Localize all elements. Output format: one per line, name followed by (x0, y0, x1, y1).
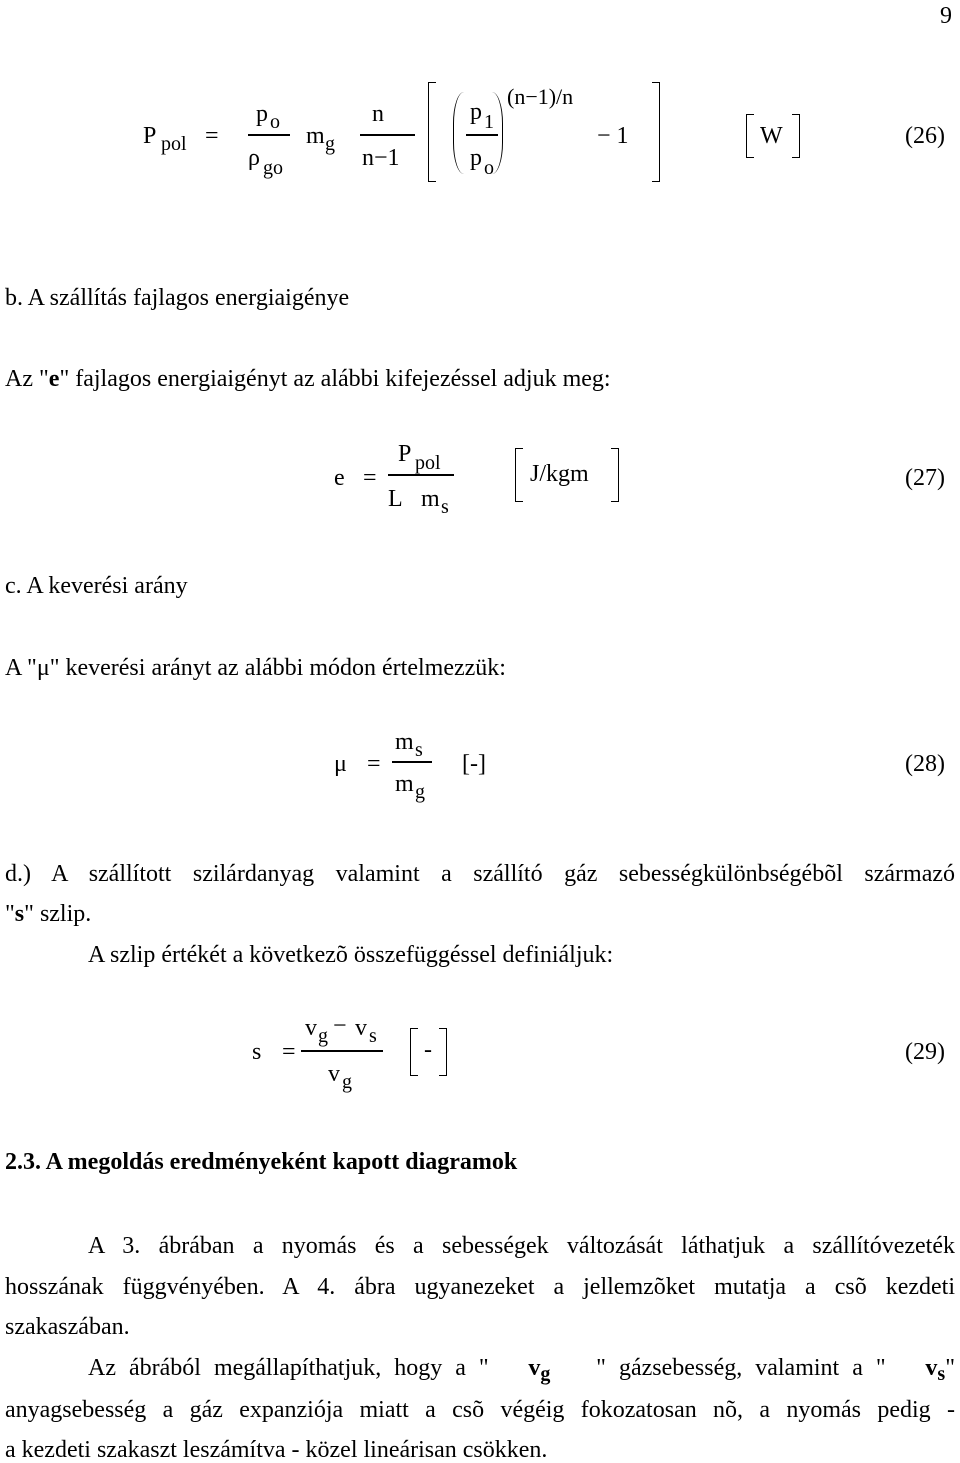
eq26-num-p: p (256, 101, 268, 127)
eq28-fraction-bar (392, 761, 432, 763)
eq28-num-s: s (415, 739, 423, 761)
eq27-unit: J/kgm (530, 461, 589, 487)
p2-l1-vg (528, 1355, 551, 1385)
eq27-lhs: e (334, 465, 345, 491)
eq29-num-vg: v (305, 1015, 317, 1041)
eq28-unit: [-] (462, 751, 486, 777)
eq27-equals: = (363, 465, 377, 491)
eq26-m: m (306, 123, 325, 149)
eq28-equals: = (367, 751, 381, 777)
p2-vs-v: v (925, 1355, 938, 1381)
eq27-unit-right-bracket (611, 448, 619, 502)
paragraph-2-line2: anyagsebesség a gáz expanziója miatt a csõ végéig fokozatosan nõ, a nyomás pedig - (5, 1397, 955, 1423)
paragraph-1-line1: A 3. ábrában a nyomás és a sebességek változását láthatjuk a szállítóvezeték (88, 1233, 955, 1259)
eq26-label: (26) (905, 123, 945, 149)
eq26-right-paren (492, 92, 503, 174)
p2-l1-c: " (945, 1355, 955, 1381)
eq26-po: p (470, 145, 482, 171)
eq26-exponent: (n−1)/n (507, 84, 574, 109)
eq29-num-s: s (369, 1025, 377, 1047)
eq26-fraction-bar-1 (248, 134, 290, 136)
paragraph-d-bold: s (14, 901, 25, 927)
eq29-fraction-bar (301, 1050, 383, 1052)
eq26-num-o: o (270, 111, 280, 133)
eq27-pol: pol (415, 452, 441, 474)
eq29-label: (29) (905, 1039, 945, 1065)
eq26-unit-left-bracket (746, 114, 754, 158)
eq26-left-paren (453, 92, 464, 174)
eq26-pol: pol (161, 133, 187, 155)
eq29-den-v: v (328, 1061, 340, 1087)
eq28-num-m: m (395, 729, 414, 755)
paragraph-e-post: " fajlagos energiaigényt az alábbi kifejezéssel adjuk meg: (59, 366, 611, 392)
eq29-unit: - (424, 1037, 432, 1063)
eq28-lhs: μ (334, 751, 347, 777)
eq26-rho-go: go (263, 157, 283, 179)
p2-vs-s: s (937, 1363, 946, 1385)
p2-l1-b: " gázsebesség, valamint a " (596, 1355, 886, 1381)
paragraph-d-post: " szlip. (24, 901, 92, 927)
eq26-unit-right-bracket (792, 114, 800, 158)
paragraph-1-line2: hosszának függvényében. A 4. ábra ugyanezeket a jellemzõket mutatja a csõ kezdeti (5, 1274, 955, 1300)
eq26-minus-one: − 1 (597, 123, 629, 149)
p2-l1-vs (925, 1355, 955, 1385)
eq27-P: P (398, 441, 412, 467)
p2-vg-g: g (540, 1363, 551, 1385)
paragraph-e-bold: e (48, 366, 60, 392)
paragraph-e (5, 367, 611, 391)
eq26-P: P (143, 123, 157, 149)
eq27-label: (27) (905, 465, 945, 491)
paragraph-1-line3: szakaszában. (5, 1314, 130, 1340)
eq26-frac-n1: n−1 (362, 145, 400, 171)
eq26-left-bracket (428, 82, 436, 182)
heading-c: c. A keverési arány (5, 573, 188, 599)
eq26-right-bracket (652, 82, 660, 182)
paragraph-mu-pre: A " (5, 655, 37, 681)
paragraph-d-line2 (5, 902, 91, 926)
eq27-fraction-bar (388, 474, 454, 476)
eq29-equals: = (282, 1039, 296, 1065)
eq29-unit-left-bracket (410, 1028, 418, 1076)
eq26-p1-sub: 1 (484, 111, 494, 133)
eq26-m-g: g (325, 133, 335, 155)
eq29-minus: − (333, 1013, 347, 1039)
paragraph-d-line1: d.) A szállított szilárdanyag valamint a szállító gáz sebességkülönbségébõl származó (5, 861, 955, 887)
eq26-po-sub: o (484, 157, 494, 179)
eq28-label: (28) (905, 751, 945, 777)
paragraph-e-pre: Az " (5, 366, 49, 392)
eq28-den-m: m (395, 771, 414, 797)
eq28-den-g: g (415, 781, 425, 803)
paragraph-mu-symbol: μ (36, 655, 50, 681)
eq27-m: m (421, 486, 440, 512)
eq26-rho: ρ (248, 145, 260, 171)
eq26-p1: p (470, 99, 482, 125)
section-heading: 2.3. A megoldás eredményeként kapott diagramok (5, 1149, 518, 1175)
eq29-lhs: s (252, 1039, 262, 1065)
eq29-unit-right-bracket (439, 1028, 447, 1076)
paragraph-d-line3: A szlip értékét a következõ összefüggéssel definiáljuk: (88, 942, 614, 968)
heading-b: b. A szállítás fajlagos energiaigénye (5, 285, 350, 311)
eq26-frac-n: n (372, 101, 384, 127)
p2-vg-v: v (528, 1355, 541, 1381)
eq27-L: L (388, 486, 403, 512)
paragraph-2-line1 (88, 1355, 955, 1385)
eq26-unit: W (760, 123, 783, 149)
paragraph-mu (5, 656, 506, 680)
eq29-num-vs: v (355, 1015, 367, 1041)
eq29-num-g: g (318, 1025, 328, 1047)
eq29-den-g: g (342, 1071, 352, 1093)
eq26-equals: = (205, 123, 219, 149)
eq27-s: s (441, 496, 449, 518)
eq26-fraction-bar-2 (360, 134, 415, 136)
paragraph-d-pre: " (5, 901, 15, 927)
p2-l1-a: Az ábrából megállapíthatjuk, hogy a " (88, 1355, 489, 1381)
page-number: 9 (940, 3, 952, 29)
paragraph-2-line3: a kezdeti szakaszt leszámítva - közel lineárisan csökken. (5, 1437, 548, 1463)
eq27-unit-left-bracket (515, 448, 523, 502)
paragraph-mu-post: " keverési arányt az alábbi módon értelmezzük: (49, 655, 506, 681)
